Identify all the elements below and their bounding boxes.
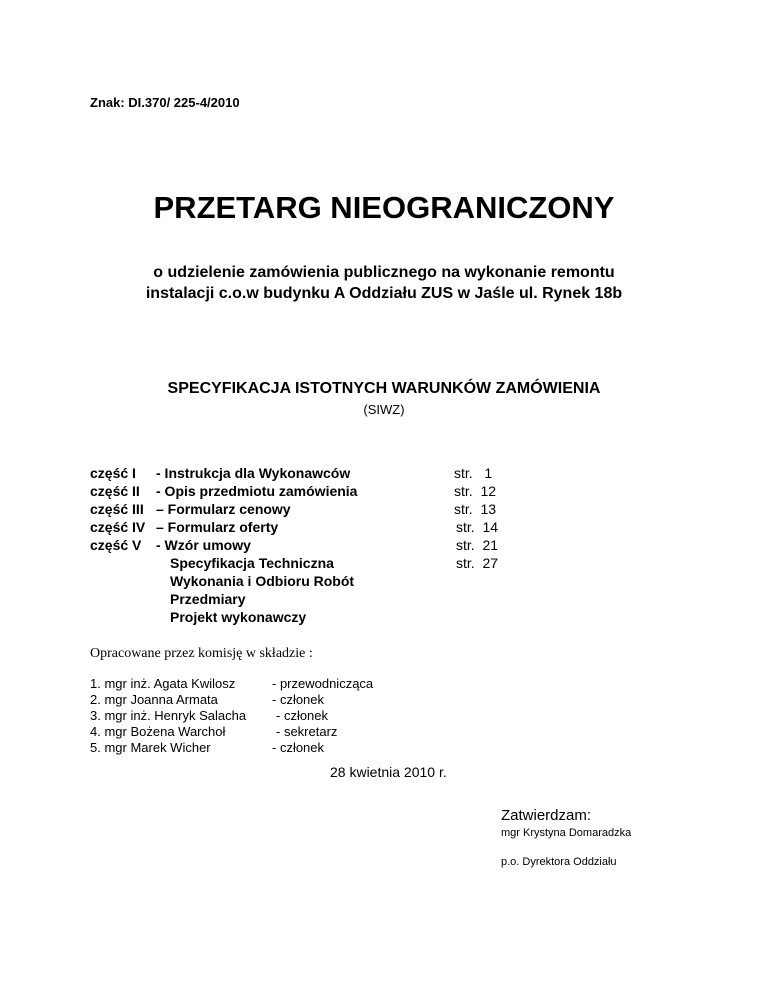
toc-label: - Instrukcja dla Wykonawców	[156, 465, 351, 481]
toc-page-number: 27	[482, 555, 499, 571]
committee-intro: Opracowane przez komisję w składzie :	[90, 646, 313, 661]
toc-page-label: str.	[456, 555, 475, 571]
committee-member-role: - sekretarz	[276, 724, 338, 739]
toc-page-number: 21	[482, 537, 499, 553]
toc-label: – Formularz oferty	[156, 519, 279, 535]
document-subtitle	[0, 262, 768, 304]
committee-member-name: 1. mgr inż. Agata Kwilosz	[90, 676, 236, 691]
committee-member-role: - członek	[276, 708, 329, 723]
committee-member-name: 5. mgr Marek Wicher	[90, 740, 211, 755]
document-date: 28 kwietnia 2010 r.	[330, 764, 447, 780]
toc-subitem: Specyfikacja Techniczna	[170, 555, 334, 571]
toc-page-number: 14	[482, 519, 499, 535]
committee-member-name: 4. mgr Bożena Warchoł	[90, 724, 226, 739]
reference-number: Znak: DI.370/ 225-4/2010	[90, 95, 240, 110]
committee-member-role: - przewodnicząca	[272, 676, 374, 691]
toc-page-number: 1	[484, 465, 493, 481]
toc-part: część V	[90, 537, 142, 553]
specification-title: SPECYFIKACJA ISTOTNYCH WARUNKÓW ZAMÓWIENIA	[167, 380, 601, 397]
toc-subitem: Wykonania i Odbioru Robót	[170, 573, 355, 589]
toc-page-number: 13	[480, 501, 497, 517]
toc-row	[90, 536, 251, 554]
toc-page	[456, 554, 498, 572]
toc-part: część I	[90, 465, 136, 481]
toc-page	[456, 536, 498, 554]
committee-member-role: - członek	[272, 740, 325, 755]
toc-subitem: Przedmiary	[170, 591, 246, 607]
toc-label: - Opis przedmiotu zamówienia	[156, 483, 358, 499]
toc-row	[90, 482, 357, 500]
approval-label: Zatwierdzam:	[501, 807, 592, 824]
approver-name: mgr Krystyna Domaradzka	[501, 827, 632, 839]
specification-abbreviation: (SIWZ)	[363, 402, 405, 417]
subtitle-line-1: o udzielenie zamówienia publicznego na wykonanie remontu	[153, 264, 615, 281]
toc-page-label: str.	[454, 465, 473, 481]
document-title: PRZETARG NIEOGRANICZONY	[153, 190, 615, 225]
toc-label: – Formularz cenowy	[156, 501, 291, 517]
toc-row	[90, 518, 278, 536]
subtitle-line-2: instalacji c.o.w budynku A Oddziału ZUS w Jaśle ul. Rynek 18b	[145, 285, 623, 302]
toc-row	[90, 464, 350, 482]
toc-page-number: 12	[480, 483, 497, 499]
toc-page	[454, 500, 496, 518]
committee-member-name: 2. mgr Joanna Armata	[90, 692, 218, 707]
approver-role: p.o. Dyrektora Oddziału	[501, 856, 617, 868]
toc-label: - Wzór umowy	[156, 537, 251, 553]
toc-page-label: str.	[456, 537, 475, 553]
toc-page	[456, 518, 498, 536]
toc-part: część II	[90, 483, 140, 499]
committee-member-role: - członek	[272, 692, 325, 707]
toc-row	[90, 500, 291, 518]
toc-page	[454, 464, 492, 482]
toc-page-label: str.	[456, 519, 475, 535]
toc-part: część IV	[90, 519, 146, 535]
committee-member-name: 3. mgr inż. Henryk Salacha	[90, 708, 247, 723]
toc-page-label: str.	[454, 483, 473, 499]
toc-part: część III	[90, 501, 144, 517]
toc-page-label: str.	[454, 501, 473, 517]
toc-subitem: Projekt wykonawczy	[170, 609, 307, 625]
toc-page	[454, 482, 496, 500]
